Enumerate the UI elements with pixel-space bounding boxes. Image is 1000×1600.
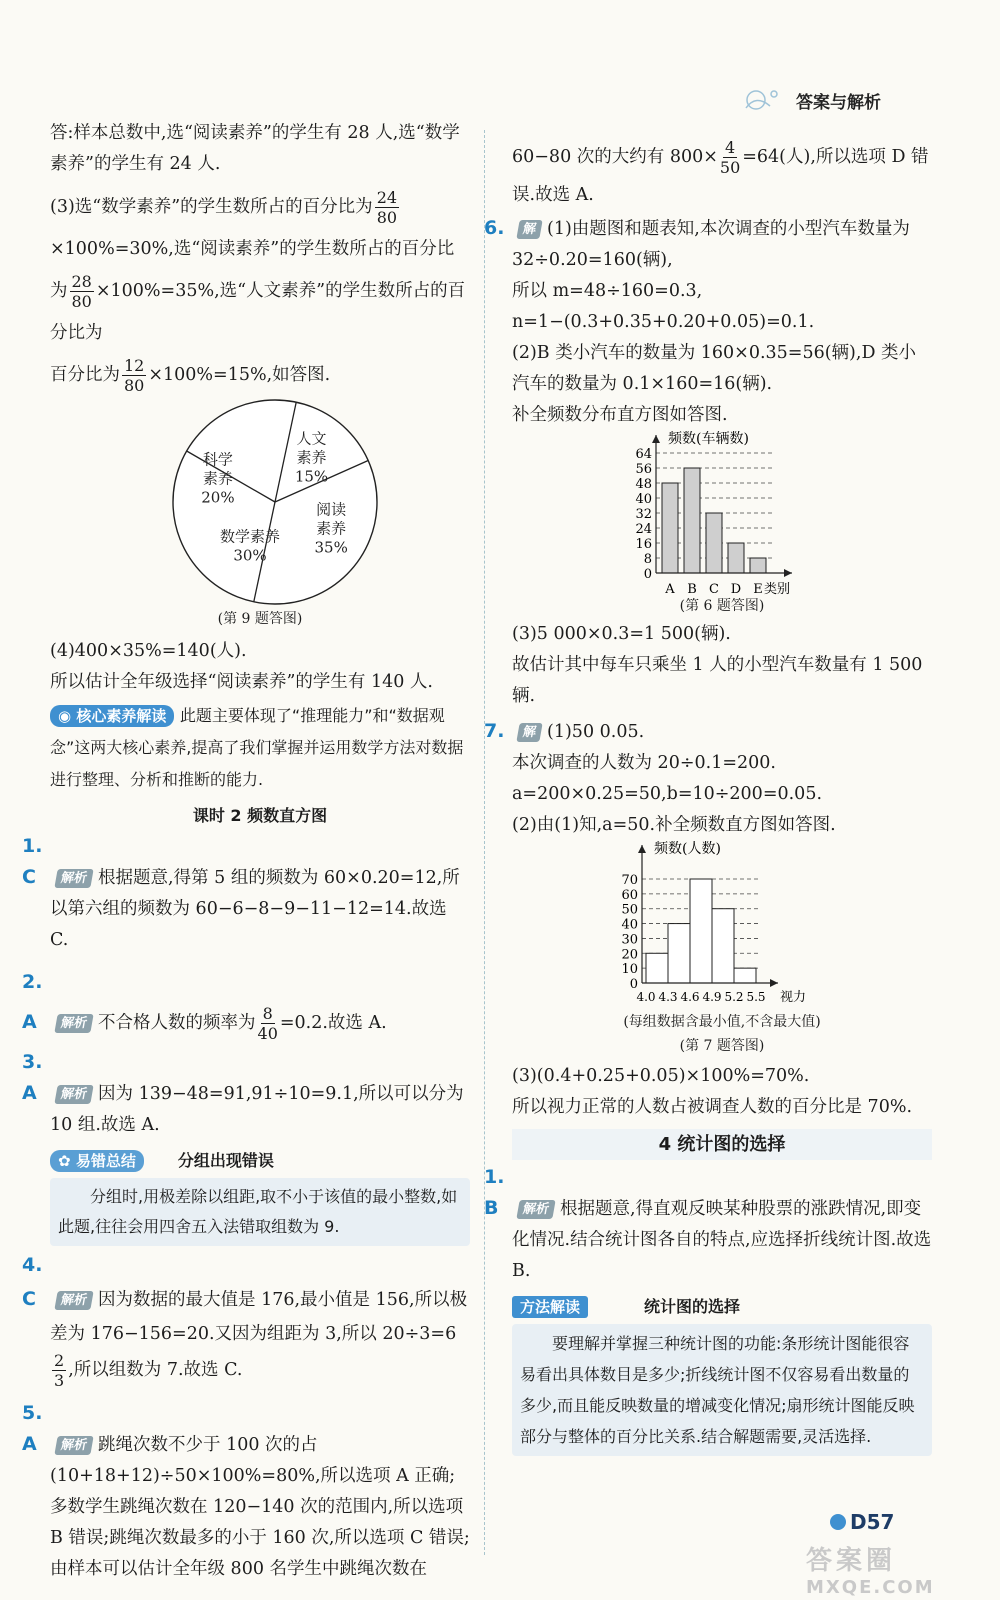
y-tick-label: 56 — [635, 462, 652, 477]
section-title: 4 统计图的选择 — [512, 1129, 932, 1160]
method-text: 要理解并掌握三种统计图的功能:条形统计图能很容易看出具体数目是多少;折线统计图不仅容易看出数量的多少,而且能反映数量的增减变化情况;扇形统计图能反映部分与整体的百分比关系.结合解题需要,灵活选择. — [512, 1324, 932, 1456]
bar — [668, 924, 690, 983]
x-tick-label: E — [753, 582, 763, 596]
calc-line: (4)400×35%=140(人). — [50, 641, 247, 661]
y-tick-label: 64 — [635, 447, 652, 462]
bar — [734, 968, 756, 983]
bar — [706, 513, 722, 573]
core-literacy-box — [50, 700, 470, 796]
question-6-l7: 故估计其中每车只乘坐 1 人的小型汽车数量有 1 500 辆. — [512, 655, 923, 706]
page-dot-icon — [830, 1514, 846, 1530]
method-title: 统计图的选择 — [644, 1297, 741, 1316]
x-tick-label: 4.6 — [680, 990, 700, 1004]
analysis-tag: 解析 — [54, 869, 93, 888]
y-tick-label: 20 — [621, 947, 638, 963]
y-axis-arrow — [638, 845, 646, 853]
question-6-l6: (3)5 000×0.3=1 500(辆). — [512, 624, 731, 644]
y-tick-label: 60 — [621, 887, 638, 903]
fraction: $\frac{8}{40}$ — [257, 1004, 278, 1043]
core-icon: ◉ — [58, 707, 72, 725]
fraction: $\frac{28}{80}$ — [71, 272, 92, 311]
bar — [750, 558, 766, 573]
y-axis-title: 频数(人数) — [654, 841, 721, 857]
chart7-caption: (第 7 题答图) — [679, 1038, 765, 1054]
question-6-l1: 6. 解 (1)由题图和题表知,本次调查的小型汽车数量为 32÷0.20=160(辆), — [484, 217, 910, 270]
common-error-box — [50, 1145, 470, 1246]
fraction: $\frac{4}{50}$ — [719, 138, 741, 177]
question-5: 5. A 解析 跳绳次数不少于 100 次的占(10+18+12)÷50×100%=80%,所以选项 A 正确;多数学生跳绳次数在 120−140 次的范围内,所以选项 B 错误;跳绳次数最多的小于 160 次,所以选项 C 错误;由样本可以估计全年级 800 名学生中跳绳次数在 — [22, 1402, 470, 1579]
question-1: 1. C 解析 根据题意,得第 5 组的频数为 60×0.20=12,所以第六组的频数为 60−6−8−9−11−12=14.故选 C. — [22, 835, 460, 950]
pie-label-数学素养: 30% — [233, 546, 267, 565]
y-tick-label: 30 — [621, 932, 638, 948]
pie-label-人文素养: 人文 — [296, 429, 327, 448]
right-column — [484, 138, 932, 1456]
error-icon: ✿ — [58, 1151, 71, 1170]
bar-chart-6-figure — [512, 431, 932, 619]
chart7-note: (每组数据含最小值,不含最大值) — [623, 1014, 821, 1030]
error-title: 分组出现错误 — [177, 1151, 274, 1170]
question-7-l5: (3)(0.4+0.25+0.05)×100%=70%. — [512, 1066, 810, 1086]
pie-label-人文素养: 15% — [294, 467, 329, 486]
question-6-l3: n=1−(0.3+0.35+0.20+0.05)=0.1. — [512, 312, 815, 332]
x-tick-label: 4.9 — [702, 990, 722, 1004]
bar — [684, 468, 700, 573]
question-7-l1: 7. 解 (1)50 0.05. — [484, 720, 645, 742]
x-tick-label: 5.5 — [746, 990, 766, 1004]
y-tick-label: 48 — [635, 477, 652, 492]
core-literacy-tag: ◉ 核心素养解读 — [50, 705, 174, 727]
analysis-tag: 解析 — [516, 1200, 555, 1219]
y-tick-label: 0 — [629, 977, 638, 992]
solution-tag: 解 — [516, 723, 542, 742]
answer-text: 答:样本总数中,选“阅读素养”的学生有 28 人,选“数学素养”的学生有 24 人. — [50, 123, 460, 174]
bar — [728, 543, 744, 573]
y-tick-label: 40 — [621, 917, 638, 933]
x-axis-title: 视力 — [780, 990, 807, 1005]
pie-label-数学素养: 数学素养 — [219, 527, 281, 546]
y-tick-label: 24 — [635, 522, 652, 537]
y-tick-label: 16 — [635, 537, 652, 552]
y-tick-label: 32 — [635, 507, 652, 522]
error-summary-tag: ✿ 易错总结 — [50, 1150, 144, 1172]
question-3: 3. A 解析 因为 139−48=91,91÷10=9.1,所以可以分为 10 组.故选 A. — [22, 1051, 464, 1135]
bar — [662, 483, 678, 573]
y-axis-arrow — [652, 435, 660, 443]
question-6-l2: 所以 m=48÷160=0.3, — [512, 281, 703, 301]
analysis-tag: 解析 — [54, 1014, 93, 1033]
fraction: $\frac{12}{80}$ — [124, 356, 145, 395]
pie-label-阅读素养: 35% — [314, 538, 348, 557]
pie-label-科学素养: 20% — [201, 488, 235, 507]
chart6-caption: (第 6 题答图) — [679, 598, 765, 614]
header-title: 答案与解析 — [796, 93, 881, 113]
bar — [646, 953, 668, 983]
bar-chart-6 — [512, 431, 932, 596]
continuation-line: 60−80 次的大约有 800× $\frac{4}{50}$ =64(人),所以选项 D 错误.故选 A. — [512, 138, 929, 205]
pie-label-阅读素养: 素养 — [316, 519, 347, 538]
question-6-l5: 补全频数分布直方图如答图. — [512, 405, 728, 425]
fraction: $\frac{2}{3}$ — [54, 1351, 65, 1390]
method-tag: 方法解读 — [512, 1296, 588, 1318]
lesson-title: 课时 2 频数直方图 — [192, 806, 328, 825]
x-tick-label: 5.2 — [724, 990, 744, 1004]
analysis-tag: 解析 — [54, 1436, 93, 1455]
pie-label-人文素养: 素养 — [296, 448, 327, 467]
question-2: 2. A 解析 不合格人数的频率为 $\frac{8}{40}$ =0.2.故选 A. — [22, 971, 387, 1043]
x-tick-label: C — [709, 582, 719, 596]
method-box — [512, 1291, 932, 1456]
x-tick-label: B — [687, 582, 697, 596]
y-tick-label: 40 — [635, 492, 652, 507]
pie-chart-figure — [50, 396, 470, 636]
x-axis-arrow — [770, 979, 778, 987]
question-7-l4: (2)由(1)知,a=50.补全频数直方图如答图. — [512, 815, 836, 835]
x-axis-arrow — [784, 569, 792, 577]
y-tick-label: 8 — [643, 552, 652, 567]
column-divider — [484, 130, 485, 1555]
header-deco-icon — [740, 86, 786, 112]
error-text: 分组时,用极差除以组距,取不小于该值的最小整数,如此题,往往会用四舍五入法错取组数为 9. — [50, 1178, 470, 1246]
x-tick-label: A — [665, 582, 675, 596]
y-tick-label: 70 — [621, 873, 638, 888]
y-tick-label: 10 — [621, 962, 638, 978]
y-tick-label: 0 — [643, 567, 652, 582]
page-header — [740, 84, 960, 114]
section-question-1: 1. B 解析 根据题意,得直观反映某种股票的涨跌情况,即变化情况.结合统计图各自的特点,应选择折线统计图.故选 B. — [484, 1166, 932, 1281]
pie-caption: (第 9 题答图) — [217, 611, 303, 627]
x-tick-label: D — [730, 582, 742, 596]
percent-text: (3)选“数学素养”的学生数所占的百分比为 $\frac{24}{80}$ ×100%=30%,选“阅读素养”的学生数所占的百分比为 $\frac{28}{80}$ ×100%=35%,选“人文素养”的学生数所占的百分比为 百分比为 $\frac{12}{80}$ ×100%=15%,如答图. — [50, 188, 466, 395]
pie-chart — [50, 396, 470, 608]
analysis-tag: 解析 — [54, 1291, 93, 1310]
page-number: D57 — [850, 1510, 895, 1534]
x-tick-label: 4.3 — [658, 990, 678, 1004]
y-tick-label: 50 — [621, 902, 638, 918]
left-column — [22, 118, 470, 1585]
question-7-l3: a=200×0.25=50,b=10÷200=0.05. — [512, 784, 823, 804]
analysis-tag: 解析 — [54, 1085, 93, 1104]
bar-chart-7-figure — [512, 841, 932, 1061]
fraction: $\frac{24}{80}$ — [376, 188, 398, 227]
conclusion-line: 所以估计全年级选择“阅读素养”的学生有 140 人. — [50, 672, 433, 692]
question-7-l2: 本次调查的人数为 20÷0.1=200. — [512, 753, 776, 773]
core-literacy-text: 此题主要体现了“推理能力”和“数据观念”这两大核心素养,提高了我们掌握并运用数学方法对数据进行整理、分析和推断的能力. — [50, 706, 464, 789]
pie-label-阅读素养: 阅读 — [316, 500, 347, 519]
pie-label-科学素养: 科学 — [202, 450, 233, 469]
question-7-l6: 所以视力正常的人数占被调查人数的百分比是 70%. — [512, 1097, 913, 1117]
pie-label-科学素养: 素养 — [202, 469, 233, 488]
bar — [690, 879, 712, 983]
question-4: 4. C 解析 因为数据的最大值是 176,最小值是 156,所以极差为 176−156=20.又因为组距为 3,所以 20÷3=6 $\frac{2}{3}$ ,所以组数为 7.故选 C. — [22, 1254, 468, 1390]
bar — [712, 909, 734, 983]
bar-chart-7 — [512, 841, 932, 1013]
x-axis-title: 类别 — [764, 582, 791, 596]
x-tick-label: 4.0 — [636, 990, 656, 1004]
question-6-l4: (2)B 类小汽车的数量为 160×0.35=56(辆),D 类小汽车的数量为 0.1×160=16(辆). — [512, 343, 917, 394]
solution-tag: 解 — [516, 220, 542, 239]
y-axis-title: 频数(车辆数) — [668, 431, 749, 447]
watermark-logo: 答案圈 MXQE.COM — [806, 1546, 935, 1598]
